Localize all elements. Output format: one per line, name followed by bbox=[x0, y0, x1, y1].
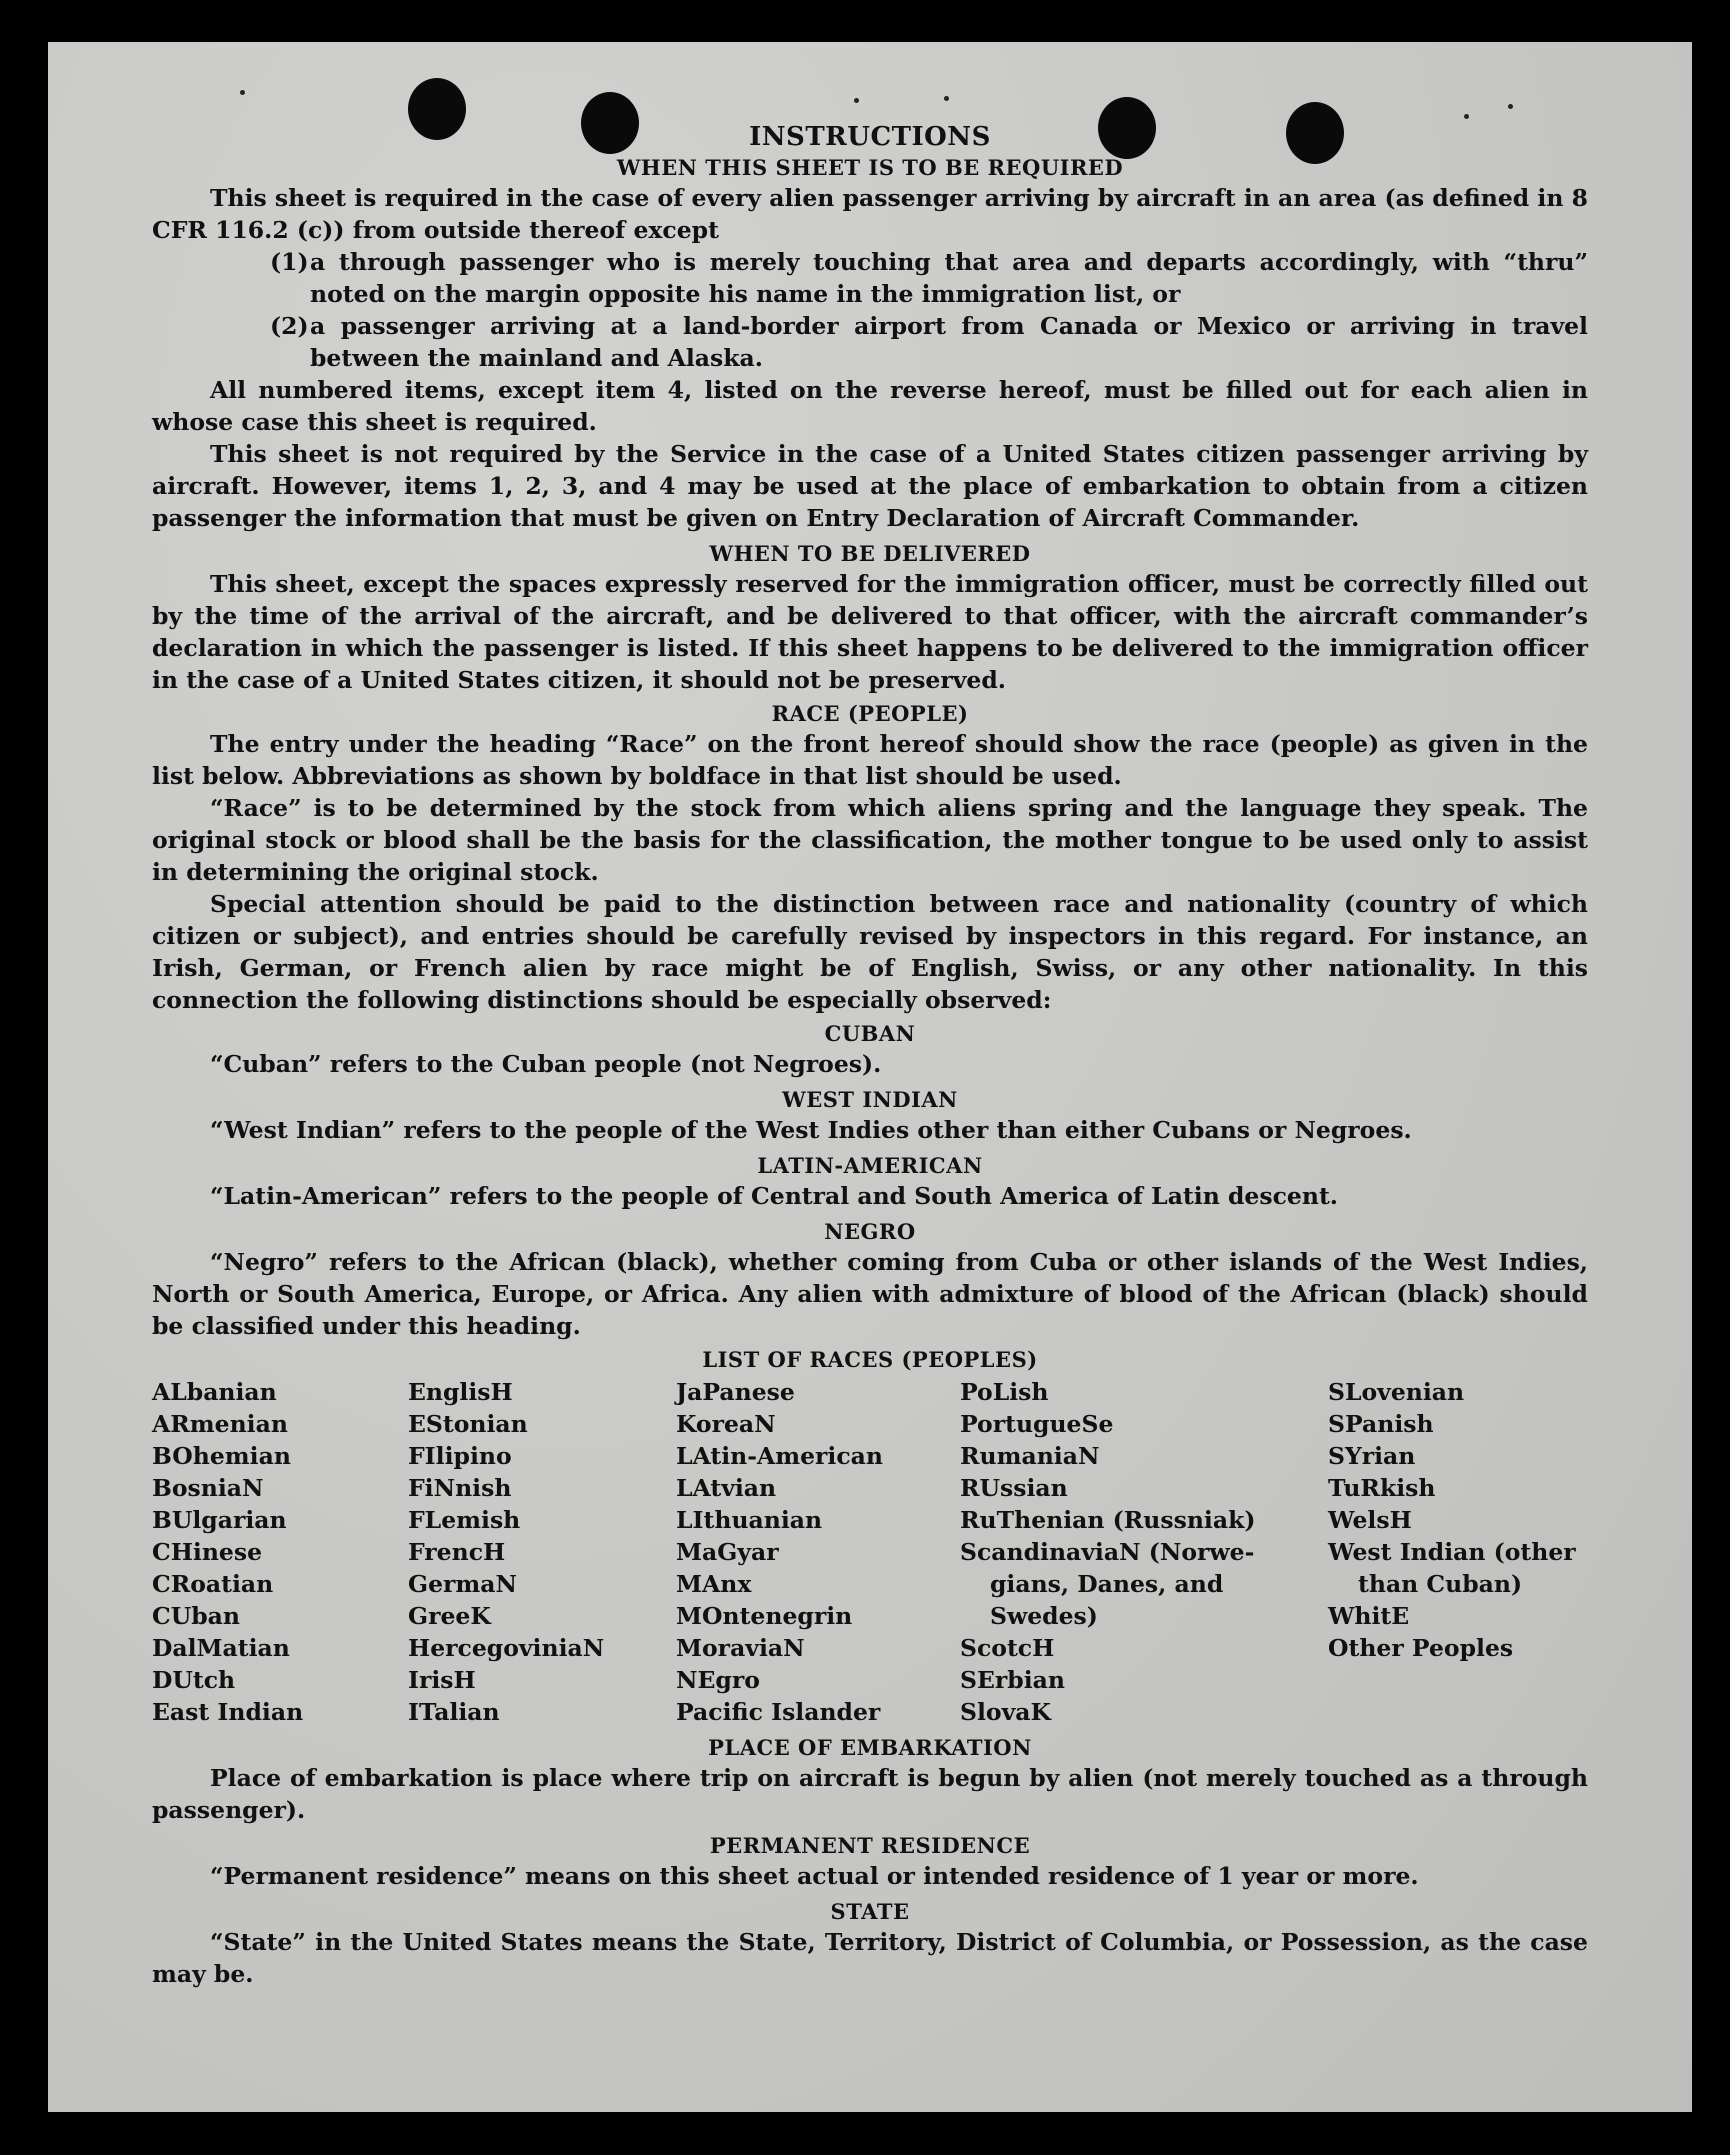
race-entry: Pacific Islander bbox=[676, 1698, 881, 1726]
race-entry: MaGyar bbox=[676, 1538, 779, 1566]
race-entry: HercegoviniaN bbox=[408, 1634, 605, 1662]
heading-race: RACE (PEOPLE) bbox=[771, 701, 969, 726]
race-entry: NEgro bbox=[676, 1666, 760, 1694]
paragraph: This sheet is required in the case of every alien passenger arriving by aircraft in an area (as defined in 8 CFR 116.2 (c)) from outside thereof except bbox=[152, 184, 1588, 244]
race-entry: West Indian (other bbox=[1328, 1538, 1576, 1566]
race-entry: FLemish bbox=[408, 1506, 521, 1534]
paragraph: This sheet, except the spaces expressly reserved for the immigration officer, must be correctly filled out by the time of the arrival of the aircraft, and be delivered to that officer, with the aircraft commander’s declaration in which the passenger is listed. If this sheet happens to be delivered to the immigration officer in the case of a United States citizen, it should not be preserved. bbox=[152, 570, 1588, 694]
page-title: INSTRUCTIONS bbox=[749, 122, 991, 152]
race-entry: FrencH bbox=[408, 1538, 506, 1566]
race-entry: EnglisH bbox=[408, 1378, 513, 1406]
heading-state: STATE bbox=[830, 1899, 910, 1924]
paragraph: “Latin-American” refers to the people of Central and South America of Latin descent. bbox=[210, 1182, 1338, 1210]
paragraph: “Negro” refers to the African (black), whether coming from Cuba or other islands of the West Indies, North or South America, Europe, or Africa. Any alien with admixture of blood of the African (black) should be classified under this heading. bbox=[152, 1248, 1588, 1340]
race-entry: SlovaK bbox=[960, 1698, 1051, 1726]
paragraph: “Race” is to be determined by the stock from which aliens spring and the language they speak. The original stock or blood shall be the basis for the classification, the mother tongue to be used only to assist in determining the original stock. bbox=[152, 794, 1588, 886]
races-column bbox=[960, 1376, 1328, 1728]
heading-when-delivered: WHEN TO BE DELIVERED bbox=[709, 541, 1031, 566]
races-list bbox=[152, 1376, 1588, 1728]
race-entry: CHinese bbox=[152, 1538, 263, 1566]
race-entry: Swedes) bbox=[990, 1602, 1098, 1630]
race-entry: IrisH bbox=[408, 1666, 476, 1694]
race-entry: PortugueSe bbox=[960, 1410, 1114, 1438]
race-entry: ScandinaviaN (Norwe- bbox=[960, 1538, 1255, 1566]
race-entry: PoLish bbox=[960, 1378, 1049, 1406]
heading-place-of-embarkation: PLACE OF EMBARKATION bbox=[708, 1735, 1032, 1760]
race-entry: KoreaN bbox=[676, 1410, 776, 1438]
race-entry: LAtvian bbox=[676, 1474, 777, 1502]
race-entry: TuRkish bbox=[1328, 1474, 1436, 1502]
race-entry: SLovenian bbox=[1328, 1378, 1465, 1406]
race-entry: RuThenian (Russniak) bbox=[960, 1506, 1256, 1534]
race-entry: CUban bbox=[152, 1602, 240, 1630]
race-entry: GermaN bbox=[408, 1570, 517, 1598]
item-number: (1) bbox=[270, 248, 309, 276]
paragraph: “Cuban” refers to the Cuban people (not Negroes). bbox=[210, 1050, 882, 1078]
heading-negro: NEGRO bbox=[824, 1219, 916, 1244]
race-entry: CRoatian bbox=[152, 1570, 274, 1598]
document-sheet bbox=[48, 42, 1692, 2112]
race-entry: WelsH bbox=[1328, 1506, 1412, 1534]
paragraph: “Permanent residence” means on this sheet actual or intended residence of 1 year or more. bbox=[210, 1862, 1419, 1890]
race-entry: ITalian bbox=[408, 1698, 500, 1726]
heading-latin-american: LATIN-AMERICAN bbox=[757, 1153, 983, 1178]
race-entry: GreeK bbox=[408, 1602, 491, 1630]
race-entry: gians, Danes, and bbox=[990, 1570, 1224, 1598]
paragraph: All numbered items, except item 4, listed on the reverse hereof, must be filled out for each alien in whose case this sheet is required. bbox=[152, 376, 1588, 436]
race-entry: LIthuanian bbox=[676, 1506, 823, 1534]
heading-west-indian: WEST INDIAN bbox=[782, 1087, 958, 1112]
paragraph: The entry under the heading “Race” on the front hereof should show the race (people) as given in the list below. Abbreviations as shown by boldface in that list should be used. bbox=[152, 730, 1588, 790]
races-column bbox=[676, 1376, 960, 1728]
races-column bbox=[408, 1376, 676, 1728]
item-text: a passenger arriving at a land-border airport from Canada or Mexico or arriving in travel between the mainland and Alaska. bbox=[310, 312, 1588, 372]
list-item bbox=[270, 310, 1588, 374]
list-item bbox=[270, 246, 1588, 310]
speck bbox=[854, 98, 859, 103]
race-entry: MoraviaN bbox=[676, 1634, 805, 1662]
heading-permanent-residence: PERMANENT RESIDENCE bbox=[709, 1833, 1031, 1858]
race-entry: RUssian bbox=[960, 1474, 1068, 1502]
heading-when-required: WHEN THIS SHEET IS TO BE REQUIRED bbox=[616, 155, 1124, 180]
speck bbox=[944, 96, 949, 101]
race-entry: DalMatian bbox=[152, 1634, 290, 1662]
race-entry: EStonian bbox=[408, 1410, 528, 1438]
race-entry: SErbian bbox=[960, 1666, 1065, 1694]
races-column bbox=[1328, 1376, 1588, 1728]
race-entry: MAnx bbox=[676, 1570, 752, 1598]
paragraph: “West Indian” refers to the people of the West Indies other than either Cubans or Negroes. bbox=[210, 1116, 1412, 1144]
race-entry: DUtch bbox=[152, 1666, 236, 1694]
race-entry: LAtin-American bbox=[676, 1442, 883, 1470]
paragraph: This sheet is not required by the Service in the case of a United States citizen passenger arriving by aircraft. However, items 1, 2, 3, and 4 may be used at the place of embarkation to obtain from a citizen passenger the information that must be given on Entry Declaration of Aircraft Commander. bbox=[152, 440, 1588, 532]
heading-cuban: CUBAN bbox=[824, 1021, 916, 1046]
race-entry: WhitE bbox=[1328, 1602, 1410, 1630]
race-entry: Other Peoples bbox=[1328, 1634, 1514, 1662]
race-entry: ARmenian bbox=[152, 1410, 288, 1438]
paragraph: “State” in the United States means the State, Territory, District of Columbia, or Possession, as the case may be. bbox=[152, 1928, 1588, 1988]
paragraph: Special attention should be paid to the distinction between race and nationality (country of which citizen or subject), and entries should be carefully revised by inspectors in this regard. For instance, an Irish, German, or French alien by race might be of English, Swiss, or any other nationality. In this connection the following distinctions should be especially observed: bbox=[152, 890, 1588, 1014]
speck bbox=[1508, 104, 1513, 109]
race-entry: BosniaN bbox=[152, 1474, 264, 1502]
race-entry: ALbanian bbox=[152, 1378, 277, 1406]
race-entry: FIlipino bbox=[408, 1442, 512, 1470]
paragraph: Place of embarkation is place where trip on aircraft is begun by alien (not merely touched as a through passenger). bbox=[152, 1764, 1588, 1824]
race-entry: BUlgarian bbox=[152, 1506, 287, 1534]
race-entry: ScotcH bbox=[960, 1634, 1055, 1662]
race-entry: East Indian bbox=[152, 1698, 304, 1726]
heading-list-of-races: LIST OF RACES (PEOPLES) bbox=[702, 1347, 1038, 1372]
speck bbox=[1464, 114, 1469, 119]
race-entry: RumaniaN bbox=[960, 1442, 1100, 1470]
instructions-text bbox=[152, 120, 1588, 1990]
item-text: a through passenger who is merely touching that area and departs accordingly, with “thru” noted on the margin opposite his name in the immigration list, or bbox=[310, 248, 1588, 308]
speck bbox=[240, 90, 245, 95]
race-entry: BOhemian bbox=[152, 1442, 291, 1470]
race-entry: SYrian bbox=[1328, 1442, 1416, 1470]
item-number: (2) bbox=[270, 312, 309, 340]
race-entry: MOntenegrin bbox=[676, 1602, 853, 1630]
race-entry: JaPanese bbox=[676, 1378, 795, 1406]
race-entry: SPanish bbox=[1328, 1410, 1434, 1438]
race-entry: FiNnish bbox=[408, 1474, 512, 1502]
races-column bbox=[152, 1376, 408, 1728]
race-entry: than Cuban) bbox=[1358, 1570, 1523, 1598]
